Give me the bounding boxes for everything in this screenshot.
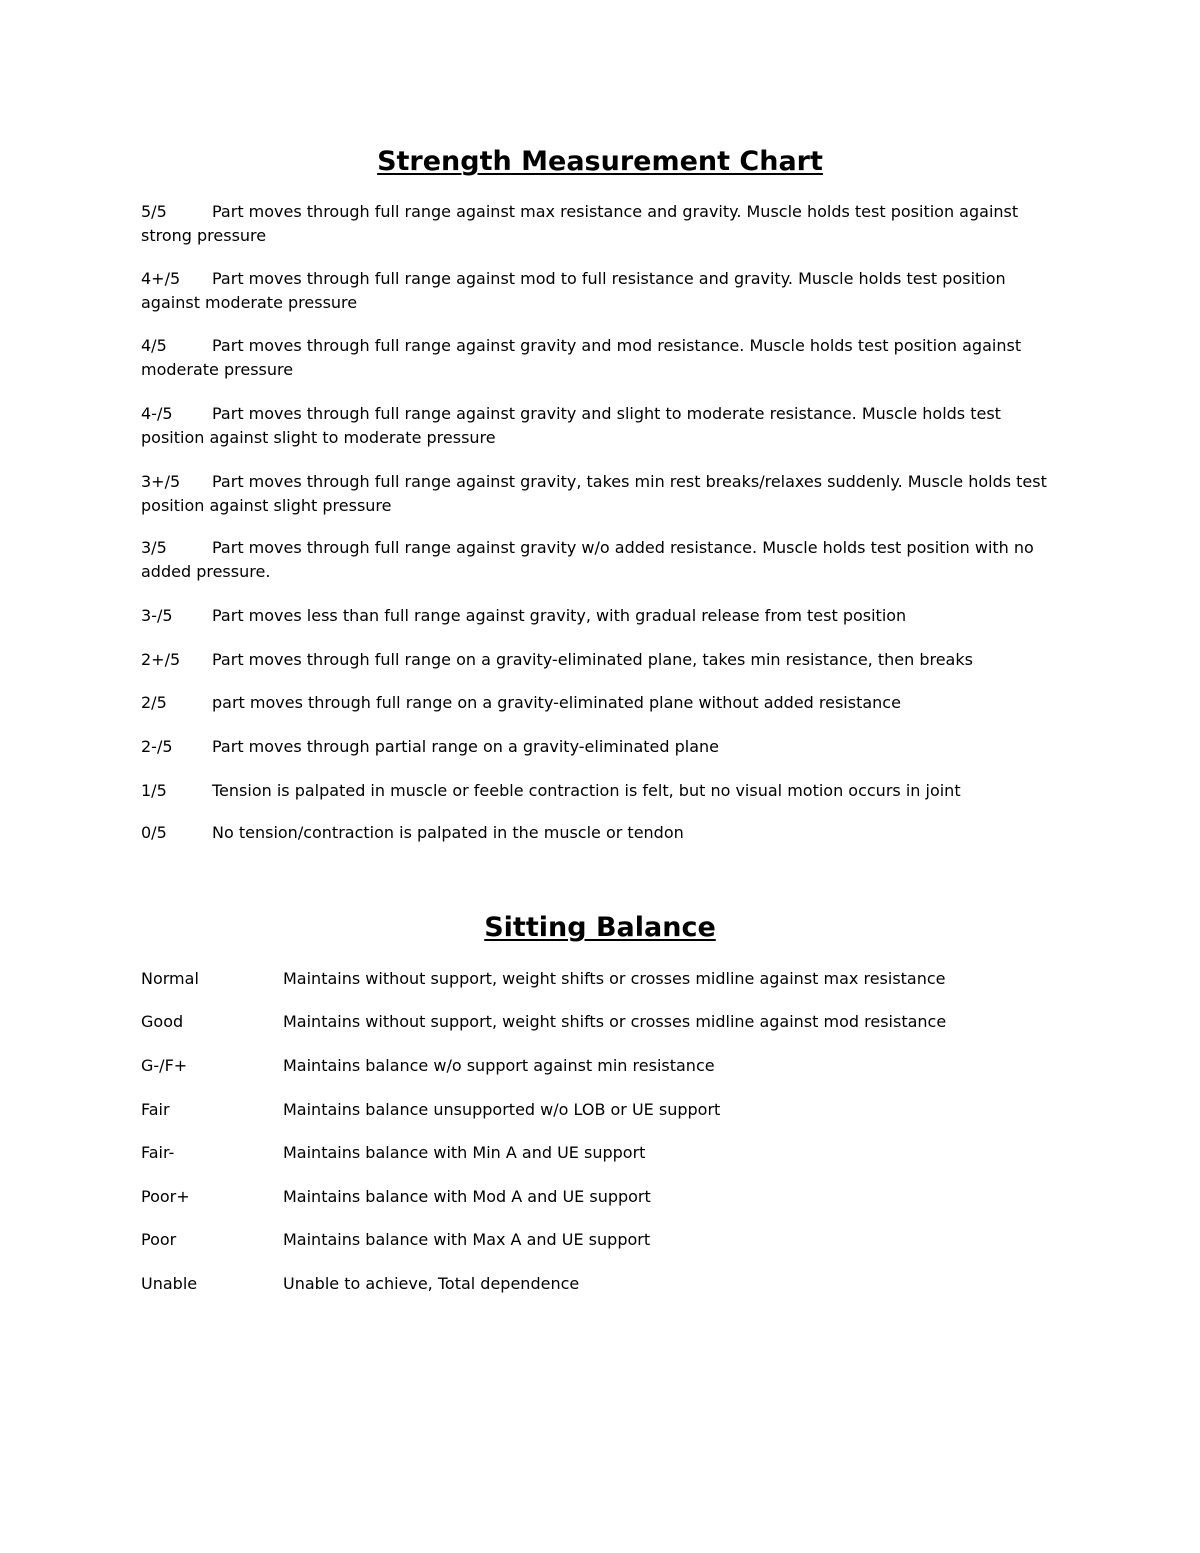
balance-description: Maintains balance with Max A and UE support bbox=[283, 1230, 651, 1249]
balance-entry bbox=[141, 1228, 1051, 1252]
balance-level: Poor+ bbox=[141, 1187, 190, 1206]
balance-description: Maintains without support, weight shifts or crosses midline against mod resistance bbox=[283, 1012, 947, 1031]
strength-description: Part moves through full range against mod to full resistance and gravity. Muscle holds test position bbox=[212, 269, 1006, 288]
sitting-balance-title: Sitting Balance bbox=[484, 912, 716, 943]
balance-level: Normal bbox=[141, 969, 199, 988]
strength-entry bbox=[141, 779, 1051, 803]
strength-description-cont: against moderate pressure bbox=[141, 293, 358, 312]
balance-entry bbox=[141, 1010, 1051, 1034]
balance-level: Fair bbox=[141, 1100, 170, 1119]
balance-description: Maintains balance with Mod A and UE support bbox=[283, 1187, 651, 1206]
strength-grade: 4/5 bbox=[141, 336, 167, 355]
strength-grade: 0/5 bbox=[141, 823, 167, 842]
strength-entry bbox=[141, 735, 1051, 759]
strength-description-cont: position against slight pressure bbox=[141, 496, 392, 515]
balance-level: Good bbox=[141, 1012, 184, 1031]
strength-description: Part moves through partial range on a gravity-eliminated plane bbox=[212, 737, 719, 756]
balance-level: Poor bbox=[141, 1230, 177, 1249]
strength-grade: 2-/5 bbox=[141, 737, 173, 756]
strength-entry bbox=[141, 470, 1051, 518]
strength-grade: 1/5 bbox=[141, 781, 167, 800]
strength-description: No tension/contraction is palpated in the muscle or tendon bbox=[212, 823, 684, 842]
strength-description: Part moves less than full range against gravity, with gradual release from test position bbox=[212, 606, 907, 625]
strength-description: Tension is palpated in muscle or feeble contraction is felt, but no visual motion occurs in joint bbox=[212, 781, 961, 800]
strength-chart-title: Strength Measurement Chart bbox=[377, 146, 823, 177]
balance-entry bbox=[141, 967, 1051, 991]
strength-entry bbox=[141, 267, 1051, 315]
strength-description: Part moves through full range against gravity and slight to moderate resistance. Muscle holds test bbox=[212, 404, 1001, 423]
strength-entry bbox=[141, 604, 1051, 628]
balance-description: Maintains balance with Min A and UE support bbox=[283, 1143, 646, 1162]
strength-grade: 2+/5 bbox=[141, 650, 181, 669]
strength-description-cont: added pressure. bbox=[141, 562, 271, 581]
balance-description: Unable to achieve, Total dependence bbox=[283, 1274, 580, 1293]
strength-entry bbox=[141, 200, 1051, 248]
strength-description: Part moves through full range against gravity, takes min rest breaks/relaxes suddenly. Muscle holds test bbox=[212, 472, 1047, 491]
strength-entry bbox=[141, 821, 1051, 845]
strength-grade: 3-/5 bbox=[141, 606, 173, 625]
balance-entry bbox=[141, 1054, 1051, 1078]
strength-description: Part moves through full range against gravity and mod resistance. Muscle holds test position against bbox=[212, 336, 1022, 355]
strength-grade: 4-/5 bbox=[141, 404, 173, 423]
balance-level: G-/F+ bbox=[141, 1056, 188, 1075]
balance-entry bbox=[141, 1272, 1051, 1296]
strength-description-cont: moderate pressure bbox=[141, 360, 294, 379]
strength-description: Part moves through full range against gravity w/o added resistance. Muscle holds test position with no bbox=[212, 538, 1034, 557]
strength-grade: 3/5 bbox=[141, 538, 167, 557]
strength-description-cont: strong pressure bbox=[141, 226, 267, 245]
strength-entry bbox=[141, 402, 1051, 450]
strength-grade: 5/5 bbox=[141, 202, 167, 221]
strength-entry bbox=[141, 536, 1051, 584]
balance-level: Fair- bbox=[141, 1143, 175, 1162]
strength-entry bbox=[141, 334, 1051, 382]
strength-grade: 2/5 bbox=[141, 693, 167, 712]
balance-entry bbox=[141, 1185, 1051, 1209]
balance-entry bbox=[141, 1098, 1051, 1122]
balance-entry bbox=[141, 1141, 1051, 1165]
strength-description: Part moves through full range against max resistance and gravity. Muscle holds test position against bbox=[212, 202, 1019, 221]
strength-description-cont: position against slight to moderate pressure bbox=[141, 428, 496, 447]
strength-grade: 4+/5 bbox=[141, 269, 181, 288]
strength-grade: 3+/5 bbox=[141, 472, 181, 491]
strength-description: Part moves through full range on a gravity-eliminated plane, takes min resistance, then breaks bbox=[212, 650, 973, 669]
strength-description: part moves through full range on a gravity-eliminated plane without added resistance bbox=[212, 693, 901, 712]
strength-entry bbox=[141, 648, 1051, 672]
balance-level: Unable bbox=[141, 1274, 198, 1293]
balance-description: Maintains balance w/o support against min resistance bbox=[283, 1056, 715, 1075]
balance-description: Maintains balance unsupported w/o LOB or UE support bbox=[283, 1100, 721, 1119]
strength-entry bbox=[141, 691, 1051, 715]
balance-description: Maintains without support, weight shifts or crosses midline against max resistance bbox=[283, 969, 946, 988]
